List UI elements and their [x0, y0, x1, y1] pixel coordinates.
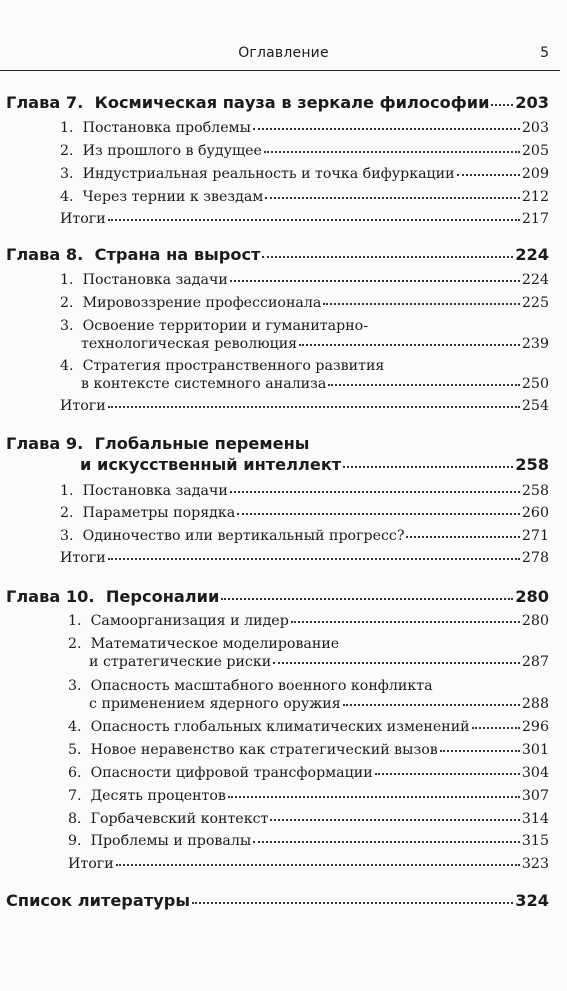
item-text: Мировоззрение профессионала [82, 295, 322, 311]
toc-entry[interactable] [60, 482, 549, 500]
toc-entry-chapter-9[interactable] [80, 456, 549, 474]
summary-page: 278 [521, 550, 549, 566]
item-number: 3. [60, 528, 74, 544]
chapter-page: 224 [515, 245, 549, 264]
item-text: в контексте системного анализа [81, 376, 327, 392]
item-text: Проблемы и провалы [90, 833, 252, 849]
item-number: 1. [68, 613, 82, 629]
item-page: 301 [521, 742, 549, 758]
item-page: 212 [521, 189, 549, 205]
header-title: Оглавление [238, 45, 329, 61]
item-text: Опасности цифровой трансформации [90, 765, 373, 781]
item-page: 239 [521, 336, 549, 352]
item-number: 3. [68, 678, 82, 694]
item-text: Постановка проблемы [82, 120, 251, 136]
item-page: 203 [521, 120, 549, 136]
toc-entry[interactable] [68, 764, 549, 782]
chapter-page: 280 [515, 587, 549, 606]
toc-entry[interactable] [60, 165, 549, 183]
toc-entry-line1 [60, 357, 384, 375]
item-text: Новое неравенство как стратегический вызов [90, 742, 438, 758]
item-page: 307 [521, 788, 549, 804]
toc-entry-summary[interactable] [60, 397, 549, 415]
item-text-line1: Освоение территории и гуманитарно- [82, 318, 368, 334]
item-text: Одиночество или вертикальный прогресс? [82, 528, 405, 544]
item-number: 1. [60, 483, 74, 499]
item-text: технологическая революция [81, 336, 298, 352]
toc-entry[interactable] [60, 294, 549, 312]
toc-entry-chapter-10[interactable] [6, 588, 549, 606]
summary-text: Итоги [60, 211, 106, 227]
item-number: 6. [68, 765, 82, 781]
toc-entry[interactable] [60, 271, 549, 289]
item-page: 260 [521, 505, 549, 521]
item-number: 4. [68, 719, 82, 735]
chapter-page: 203 [515, 93, 549, 112]
item-number: 1. [60, 120, 74, 136]
item-page: 287 [521, 654, 549, 670]
toc-entry[interactable] [89, 653, 549, 671]
item-page: 288 [521, 696, 549, 712]
item-text-line1: Стратегия пространственного развития [82, 358, 385, 374]
item-page: 225 [521, 295, 549, 311]
toc-entry[interactable] [68, 787, 549, 805]
item-number: 8. [68, 811, 82, 827]
item-number: 3. [60, 166, 74, 182]
toc-entry[interactable] [60, 119, 549, 137]
item-number: 4. [60, 189, 74, 205]
item-page: 314 [521, 811, 549, 827]
summary-page: 217 [521, 211, 549, 227]
toc-entry[interactable] [68, 718, 549, 736]
item-page: 258 [521, 483, 549, 499]
item-text-line1: Математическое моделирование [90, 636, 340, 652]
chapter-page: 258 [515, 455, 549, 474]
summary-text: Итоги [60, 550, 106, 566]
toc-entry-chapter-7[interactable] [6, 94, 549, 112]
chapter-label: Глава 8. [6, 245, 84, 264]
toc-entry-chapter-8[interactable] [6, 246, 549, 264]
item-number: 7. [68, 788, 82, 804]
summary-page: 254 [521, 398, 549, 414]
item-text: Параметры порядка [82, 505, 236, 521]
toc-entry-summary[interactable] [60, 210, 549, 228]
item-text: Из прошлого в будущее [82, 143, 262, 159]
summary-text: Итоги [60, 398, 106, 414]
chapter-label: Глава 7. [6, 93, 84, 112]
item-text: с применением ядерного оружия [89, 696, 341, 712]
toc-entry[interactable] [68, 810, 549, 828]
chapter-label: Глава 9. [6, 434, 84, 453]
item-number: 2. [60, 143, 74, 159]
toc-entry-line1 [68, 677, 433, 695]
item-page: 315 [521, 833, 549, 849]
item-number: 2. [60, 505, 74, 521]
page-number: 5 [540, 45, 549, 61]
bibliography-page: 324 [515, 891, 549, 910]
item-text: Индустриальная реальность и точка бифуркации [82, 166, 455, 182]
chapter-title: Персоналии [105, 587, 220, 606]
summary-page: 323 [521, 856, 549, 872]
item-number: 2. [60, 295, 74, 311]
toc-entry[interactable] [81, 335, 549, 353]
toc-entry[interactable] [68, 612, 549, 630]
item-number: 5. [68, 742, 82, 758]
chapter-title-line1: Глобальные перемены [94, 434, 310, 453]
item-text: и стратегические риски [89, 654, 272, 670]
chapter-title: и искусственный интеллект [80, 455, 342, 474]
chapter-heading-line1 [6, 434, 309, 454]
item-text: Постановка задачи [82, 272, 228, 288]
toc-entry-summary[interactable] [60, 549, 549, 567]
item-text-line1: Опасность масштабного военного конфликта [90, 678, 433, 694]
toc-entry-summary[interactable] [68, 855, 549, 873]
item-text: Опасность глобальных климатических изменений [90, 719, 470, 735]
item-text: Через тернии к звездам [82, 189, 264, 205]
item-page: 224 [521, 272, 549, 288]
item-page: 304 [521, 765, 549, 781]
chapter-title: Космическая пауза в зеркале философии [94, 93, 490, 112]
item-text: Постановка задачи [82, 483, 228, 499]
item-page: 209 [521, 166, 549, 182]
item-number: 3. [60, 318, 74, 334]
toc-entry[interactable] [89, 695, 549, 713]
item-page: 296 [521, 719, 549, 735]
item-number: 4. [60, 358, 74, 374]
item-number: 9. [68, 833, 82, 849]
summary-text: Итоги [68, 856, 114, 872]
toc-entry-bibliography[interactable] [6, 892, 549, 910]
item-number: 2. [68, 636, 82, 652]
toc-entry[interactable] [68, 741, 549, 759]
toc-entry[interactable] [60, 504, 549, 522]
item-page: 205 [521, 143, 549, 159]
toc-entry[interactable] [68, 832, 549, 850]
item-page: 271 [521, 528, 549, 544]
toc-entry[interactable] [60, 527, 549, 545]
toc-entry-line1 [68, 635, 339, 653]
bibliography-title: Список литературы [6, 891, 190, 910]
toc-entry[interactable] [81, 375, 549, 393]
item-text: Самоорганизация и лидер [90, 613, 289, 629]
item-text: Десять процентов [90, 788, 226, 804]
chapter-label: Глава 10. [6, 587, 95, 606]
toc-entry[interactable] [60, 188, 549, 206]
chapter-title: Страна на вырост [94, 245, 261, 264]
item-number: 1. [60, 272, 74, 288]
item-page: 280 [521, 613, 549, 629]
toc-entry[interactable] [60, 142, 549, 160]
item-page: 250 [521, 376, 549, 392]
toc-entry-line1 [60, 317, 368, 335]
item-text: Горбачевский контекст [90, 811, 269, 827]
